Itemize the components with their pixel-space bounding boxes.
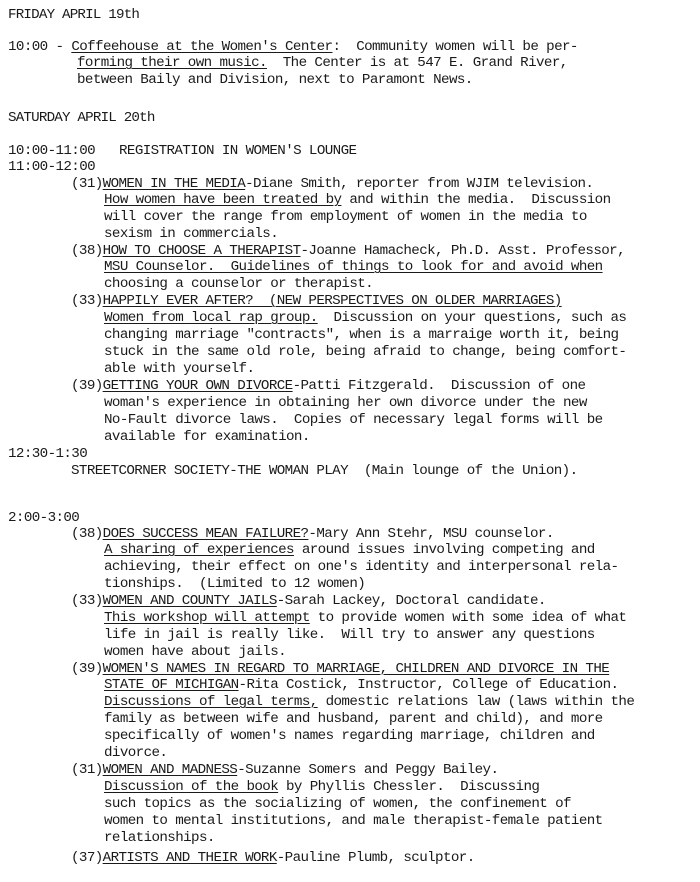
workshop-desc-line: women to mental institutions, and male therapist-female patient [104,813,603,829]
workshop-desc-line: MSU Counselor. Guidelines of things to look for and avoid when [104,259,603,275]
registration-time: 10:00-11:00 [8,143,96,159]
workshop-desc-line: such topics as the socializing of women, the confinement of [104,796,571,812]
workshop-presenter: -Patti Fitzgerald. Discussion of one [292,378,586,394]
workshop-desc-line [104,192,611,209]
workshop-desc-line: relationships. [104,830,215,846]
workshop-desc-line [104,610,626,627]
workshop-desc-line: woman's experience in obtaining her own divorce under the new [104,395,587,411]
workshop-desc-line: available for examination. [104,429,310,445]
desc-rest: to provide women with some idea of what [309,610,627,626]
friday-event-desc-2b: The Center is at 547 E. Grand River, [266,55,568,71]
workshop-artists-header [71,850,475,867]
workshop-jails-header [71,593,546,610]
desc-rest: and within the media. Discussion [341,192,611,208]
desc-rest: around issues involving competing and [293,542,595,558]
friday-event-line-2 [77,55,568,72]
room-number: (31) [71,762,103,778]
friday-event-title: Coffeehouse at the Women's Center [71,39,333,55]
desc-rest: Discussion on your questions, such as [317,310,627,326]
desc-underlined: Women from local rap group. [104,310,318,326]
session3-time: 2:00-3:00 [8,510,80,526]
saturday-heading: SATURDAY APRIL 20th [8,110,155,126]
room-number: (39) [71,661,103,677]
friday-event-line-3: between Baily and Division, next to Paramont News. [77,72,473,88]
room-number: (33) [71,593,103,609]
workshop-title: WOMEN AND COUNTY JAILS [102,593,277,609]
workshop-media-header [71,176,593,193]
workshop-names-header [71,661,609,678]
session1-time: 11:00-12:00 [8,159,96,175]
room-number: (38) [71,243,103,259]
workshop-presenter: -Rita Costick, Instructor, College of Education. [238,677,619,693]
workshop-desc-line [104,542,595,559]
workshop-title: WOMEN'S NAMES IN REGARD TO MARRIAGE, CHILDREN AND DIVORCE IN THE [102,661,610,677]
workshop-desc-line: family as between wife and husband, parent and child), and more [104,711,603,727]
workshop-madness-header [71,762,498,779]
room-number: (33) [71,293,103,309]
session2-time: 12:30-1:30 [8,446,88,462]
workshop-desc-line: choosing a counselor or therapist. [104,276,374,292]
workshop-desc-line: will cover the range from employment of women in the media to [104,209,587,225]
room-number: (37) [71,850,103,866]
workshop-presenter: -Diane Smith, reporter from WJIM television. [245,176,594,192]
room-number: (31) [71,176,103,192]
workshop-desc-line [104,779,539,796]
workshop-desc-line: stuck in the same old role, being afraid to change, being comfort- [104,344,627,360]
workshop-desc-line: life in jail is really like. Will try to answer any questions [104,627,595,643]
workshop-desc-line [104,310,626,327]
workshop-success-header [71,526,554,543]
room-number: (38) [71,526,103,542]
workshop-divorce-header [71,378,585,395]
workshop-title: HOW TO CHOOSE A THERAPIST [102,243,301,259]
desc-underlined: A sharing of experiences [104,542,294,558]
workshop-names-header-2 [104,677,618,694]
workshop-title: HAPPILY EVER AFTER? (NEW PERSPECTIVES ON OLDER MARRIAGES) [102,293,562,309]
desc-underlined: How women have been treated by [104,192,342,208]
workshop-presenter: -Sarah Lackey, Doctoral candidate. [276,593,546,609]
friday-event-line-1 [8,39,578,56]
registration-text: REGISTRATION IN WOMEN'S LOUNGE [119,143,357,159]
workshop-therapist-header [71,243,625,260]
workshop-desc-line: No-Fault divorce laws. Copies of necessary legal forms will be [104,412,603,428]
session2-location: (Main lounge of the Union). [348,463,578,479]
workshop-desc-line: tionships. (Limited to 12 women) [104,576,366,592]
workshop-title: GETTING YOUR OWN DIVORCE [102,378,293,394]
workshop-desc-line [104,694,634,711]
friday-heading: FRIDAY APRIL 19th [8,7,140,23]
session2-title: STREETCORNER SOCIETY-THE WOMAN PLAY [71,463,348,479]
workshop-title-cont: STATE OF MICHIGAN [104,677,239,693]
desc-rest: domestic relations law (laws within the [317,694,635,710]
friday-time: 10:00 - [8,39,72,55]
workshop-marriages-header [71,293,562,310]
desc-underlined: This workshop will attempt [104,610,310,626]
desc-rest: by Phyllis Chessler. Discussing [278,779,540,795]
workshop-desc-line: women have about jails. [104,644,287,660]
desc-underlined: Discussions of legal terms, [104,694,318,710]
friday-event-desc-underlined: forming their own music. [77,55,267,71]
workshop-desc-line: specifically of women's names regarding marriage, children and [104,728,595,744]
room-number: (39) [71,378,103,394]
workshop-presenter: -Joanne Hamacheck, Ph.D. Asst. Professor, [300,243,625,259]
workshop-desc-line: achieving, their effect on one's identity and interpersonal rela- [104,559,619,575]
workshop-desc-line: able with yourself. [104,361,255,377]
workshop-desc-line: changing marriage "contracts", when is a marraige worth it, being [104,327,619,343]
session2-event [71,463,578,480]
workshop-title: DOES SUCCESS MEAN FAILURE? [102,526,309,542]
workshop-title: WOMEN AND MADNESS [102,762,238,778]
workshop-title: ARTISTS AND THEIR WORK [102,850,277,866]
workshop-presenter: -Suzanne Somers and Peggy Bailey. [237,762,499,778]
workshop-presenter: -Pauline Plumb, sculptor. [276,850,475,866]
workshop-title: WOMEN IN THE MEDIA [102,176,246,192]
friday-event-desc: : Community women will be per- [332,39,578,55]
workshop-desc-line: sexism in commercials. [104,226,279,242]
workshop-desc-line: divorce. [104,745,168,761]
workshop-presenter: -Mary Ann Stehr, MSU counselor. [308,526,554,542]
desc-underlined: Discussion of the book [104,779,279,795]
